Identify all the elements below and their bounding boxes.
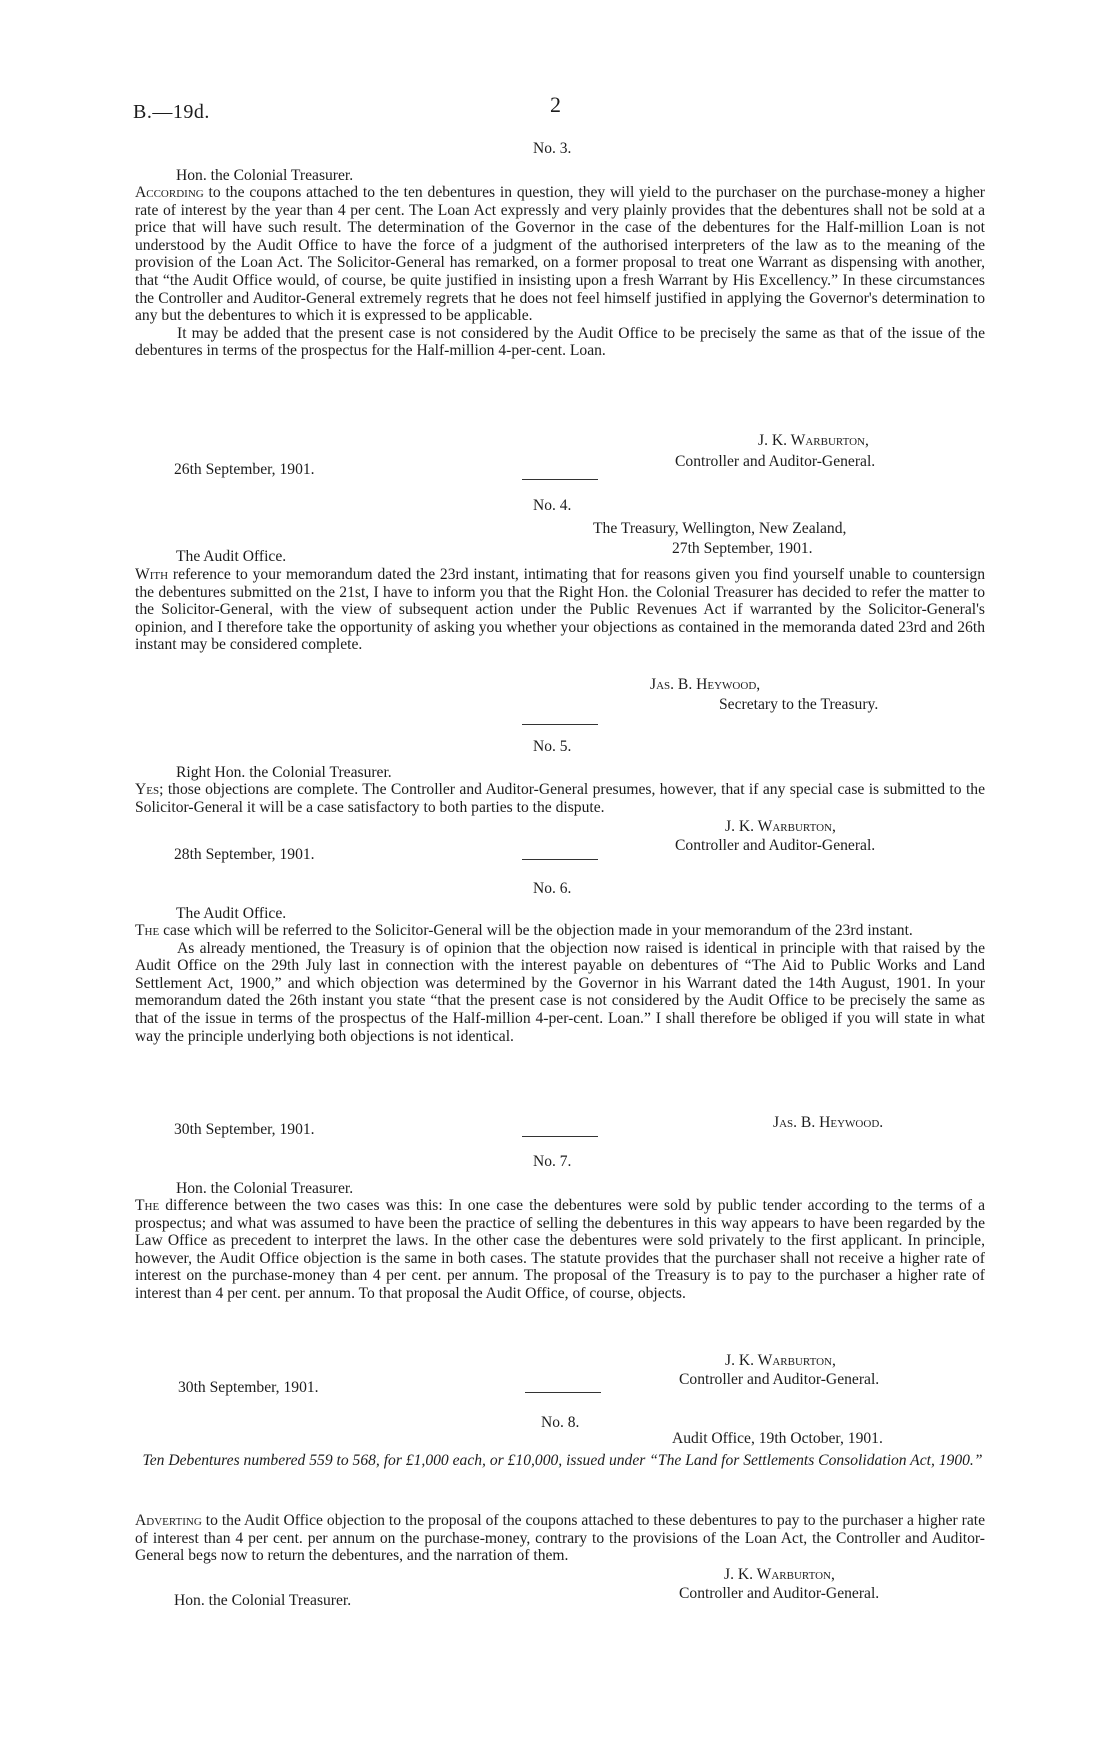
place-date-no8: Audit Office, 19th October, 1901. [672, 1430, 883, 1447]
divider [522, 479, 598, 480]
memo-body-no3 [135, 184, 985, 360]
lead-word: According [135, 184, 204, 201]
signature-name-no6: Jas. B. Heywood. [773, 1114, 884, 1131]
date-no3: 26th September, 1901. [174, 461, 315, 478]
signature-name-no3: J. K. Warburton, [758, 432, 869, 449]
signature-title-no4: Secretary to the Treasury. [719, 696, 879, 713]
signature-title-no8: Controller and Auditor-General. [679, 1585, 880, 1602]
paragraph: reference to your memorandum dated the 23rd instant, intimating that for reasons given you find yourself unable to countersign the debentures submitted on the 21st, I have to inform you that the Right Hon. the Colonial Treasurer has decided to refer the matter to the Solicitor-General, with the view of subsequent action under the Public Revenues Act if warranted by the Solicitor-General's opinion, and I therefore take the opportunity of asking you whether your objections as contained in the memoranda dated 23rd and 26th instant may be considered complete. [135, 566, 985, 654]
document-reference: B.—19d. [133, 101, 210, 123]
lead-word: With [135, 566, 169, 583]
signature-name-no8: J. K. Warburton, [724, 1566, 835, 1583]
divider [522, 859, 598, 860]
signature-name-no5: J. K. Warburton, [725, 818, 836, 835]
section-heading-no3: No. 3. [533, 140, 572, 157]
date-no6: 30th September, 1901. [174, 1121, 315, 1138]
paragraph: to the coupons attached to the ten debentures in question, they will yield to the purchaser on the purchase-money a higher rate of interest by the year than 4 per cent. The Loan Act expressly and very plainly provides that the debentures shall not be sold at a price that will have such result. The determination of the Governor in the case of the debentures for the Half-million Loan is not understood by the Audit Office to have the force of a judgment of the authorised interpreters of the law as to the meaning of the provision of the Loan Act. The Solicitor-General has remarked, on a former proposal to treat one Warrant as dispensing with another, that “the Audit Office would, of course, be quite justified in insisting upon a fresh Warrant by His Excellency.” In these circumstances the Controller and Auditor-General extremely regrets that he does not feel himself justified in applying the Governor's determination to any but the debentures to which it is expressed to be applicable. [135, 184, 985, 325]
memo-body-no6 [135, 922, 985, 1045]
addressee-no6: The Audit Office. [176, 905, 287, 922]
paragraph: It may be added that the present case is not considered by the Audit Office to be precisely the same as that of the issue of the debentures in terms of the prospectus for the Half-million 4-per-cent. Loan. [135, 324, 985, 360]
section-heading-no7: No. 7. [533, 1153, 572, 1170]
section-heading-no8: No. 8. [541, 1414, 580, 1431]
memo-body-no4 [135, 566, 985, 654]
paragraph: case which will be referred to the Solicitor-General will be the objection made in your memorandum of the 23rd instant. [163, 922, 913, 939]
divider [522, 724, 598, 725]
signature-name-no4: Jas. B. Heywood, [650, 676, 761, 693]
subject-no8: Ten Debentures numbered 559 to 568, for £1,000 each, or £10,000, issued under “The Land for Settlements Consolidation Act, 1900.” [142, 1452, 983, 1469]
lead-word: Adverting [135, 1512, 202, 1529]
section-heading-no5: No. 5. [533, 738, 572, 755]
addressee-no7: Hon. the Colonial Treasurer. [176, 1180, 354, 1197]
lead-word: Yes [135, 781, 160, 798]
signature-title-no5: Controller and Auditor-General. [675, 837, 876, 854]
memo-body-no8 [135, 1512, 985, 1565]
addressee-no8: Hon. the Colonial Treasurer. [174, 1592, 352, 1609]
paragraph: As already mentioned, the Treasury is of opinion that the objection now raised is identical in principle with that raised by the Audit Office on the 29th July last in connection with the interest payable on debentures of “The Aid to Public Works and Land Settlement Act, 1900,” and which objection was determined by the Governor in his Warrant dated the 14th August, 1901. In your memorandum dated the 26th instant you state “that the present case is not considered by the Audit Office to be precisely the same as that of the issue in terms of the prospectus of the Half-million 4-per-cent. Loan.” I shall therefore be obliged if you will state in what way the principle underlying both objections is not identical. [135, 939, 985, 1045]
lead-word: The [135, 922, 160, 939]
signature-title-no7: Controller and Auditor-General. [679, 1371, 880, 1388]
addressee-no4: The Audit Office. [176, 548, 287, 565]
memo-body-no7 [135, 1197, 985, 1303]
paragraph: ; those objections are complete. The Controller and Auditor-General presumes, however, that if any special case is submitted to the Solicitor-General it will be a case satisfactory to both parties to the dispute. [135, 781, 985, 816]
date-no7: 30th September, 1901. [178, 1379, 319, 1396]
addressee-no5: Right Hon. the Colonial Treasurer. [176, 764, 392, 781]
place-date-no4: 27th September, 1901. [672, 540, 813, 557]
date-no5: 28th September, 1901. [174, 846, 315, 863]
addressee-no3: Hon. the Colonial Treasurer. [176, 167, 354, 184]
place-no4: The Treasury, Wellington, New Zealand, [593, 520, 847, 537]
lead-word: The [135, 1197, 160, 1214]
page-number: 2 [550, 92, 561, 117]
paragraph: to the Audit Office objection to the proposal of the coupons attached to these debentures to pay to the purchaser a higher rate of interest than 4 per cent. per annum on the purchase-money, contrary to the provisions of the Loan Act, the Controller and Auditor-General begs now to return the debentures, and the narration of them. [135, 1512, 985, 1565]
signature-name-no7: J. K. Warburton, [725, 1352, 836, 1369]
paragraph: difference between the two cases was this: In one case the debentures were sold by public tender according to the terms of a prospectus; and what was assumed to have been the practice of selling the debentures in this way appears to have been regarded by the Law Office as precedent to interpret the laws. In the other case the debentures were sold privately to the first applicant. In principle, however, the Audit Office objection is the same in both cases. The statute provides that the purchaser shall not receive a higher rate of interest on the purchase-money than 4 per cent. per annum. The proposal of the Treasury is to pay to the purchaser a higher rate of interest than 4 per cent. per annum. To that proposal the Audit Office, of course, objects. [135, 1197, 985, 1302]
divider [522, 1136, 598, 1137]
section-heading-no4: No. 4. [533, 497, 572, 514]
section-heading-no6: No. 6. [533, 880, 572, 897]
divider [525, 1392, 601, 1393]
memo-body-no5 [135, 781, 985, 816]
signature-title-no3: Controller and Auditor-General. [675, 453, 876, 470]
